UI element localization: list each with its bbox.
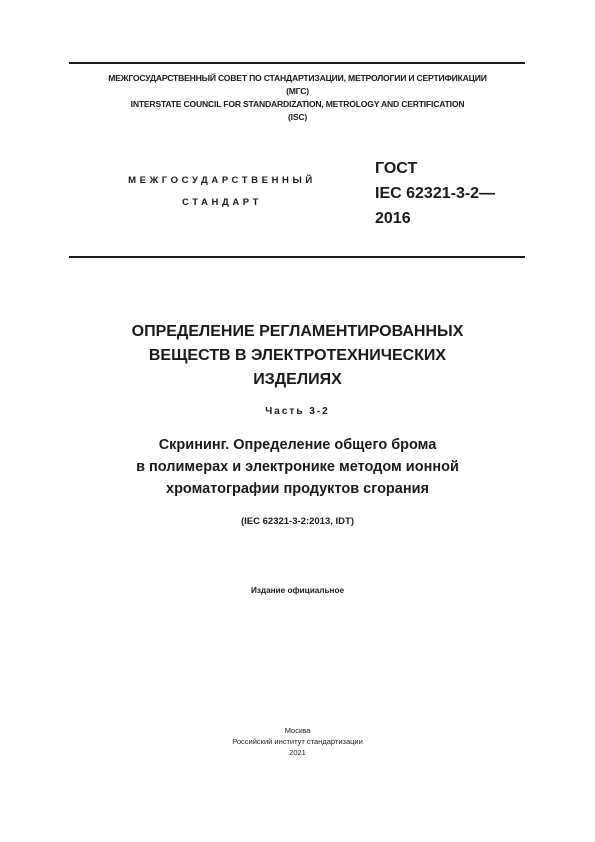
title-line-2: ВЕЩЕСТВ В ЭЛЕКТРОТЕХНИЧЕСКИХ — [148, 347, 447, 364]
middle-rule — [69, 256, 525, 258]
council-abbr-ru: (МГС) — [286, 86, 309, 96]
gost-designation — [375, 156, 550, 231]
imprint — [40, 725, 555, 758]
title-line-3: ИЗДЕЛИЯХ — [253, 371, 342, 388]
subtitle-line-2: в полимерах и электронике методом ионной — [136, 459, 459, 475]
council-abbr-en: (ISC) — [287, 112, 308, 122]
subtitle-line-3: хроматографии продуктов сгорания — [166, 481, 429, 497]
imprint-city: Москва — [284, 726, 311, 735]
council-name-ru: МЕЖГОСУДАРСТВЕННЫЙ СОВЕТ ПО СТАНДАРТИЗАЦИИ, МЕТРОЛОГИИ И СЕРТИФИКАЦИИ — [108, 73, 487, 83]
imprint-publisher: Российский институт стандартизации — [232, 737, 363, 746]
iec-reference: (IEC 62321-3-2:2013, IDT) — [241, 516, 354, 527]
top-rule — [69, 62, 525, 64]
standard-type-line-2: СТАНДАРТ — [182, 197, 262, 208]
standard-type-line-1: МЕЖГОСУДАРСТВЕННЫЙ — [128, 175, 316, 186]
official-edition-label: Издание официальное — [250, 586, 345, 595]
title-line-1: ОПРЕДЕЛЕНИЕ РЕГЛАМЕНТИРОВАННЫХ — [131, 323, 464, 340]
council-header — [40, 72, 555, 124]
council-name-en: INTERSTATE COUNCIL FOR STANDARDIZATION, METROLOGY AND CERTIFICATION — [130, 99, 465, 109]
part-label: Часть 3-2 — [265, 406, 330, 417]
document-title — [40, 320, 555, 392]
gost-line-1: ГОСТ — [375, 160, 418, 177]
gost-line-2: IEC 62321-3-2— — [375, 185, 496, 202]
standard-type-label — [72, 170, 372, 214]
document-subtitle — [40, 434, 555, 500]
gost-line-3: 2016 — [375, 210, 411, 227]
subtitle-line-1: Скрининг. Определение общего брома — [158, 437, 437, 453]
imprint-year: 2021 — [289, 748, 306, 757]
